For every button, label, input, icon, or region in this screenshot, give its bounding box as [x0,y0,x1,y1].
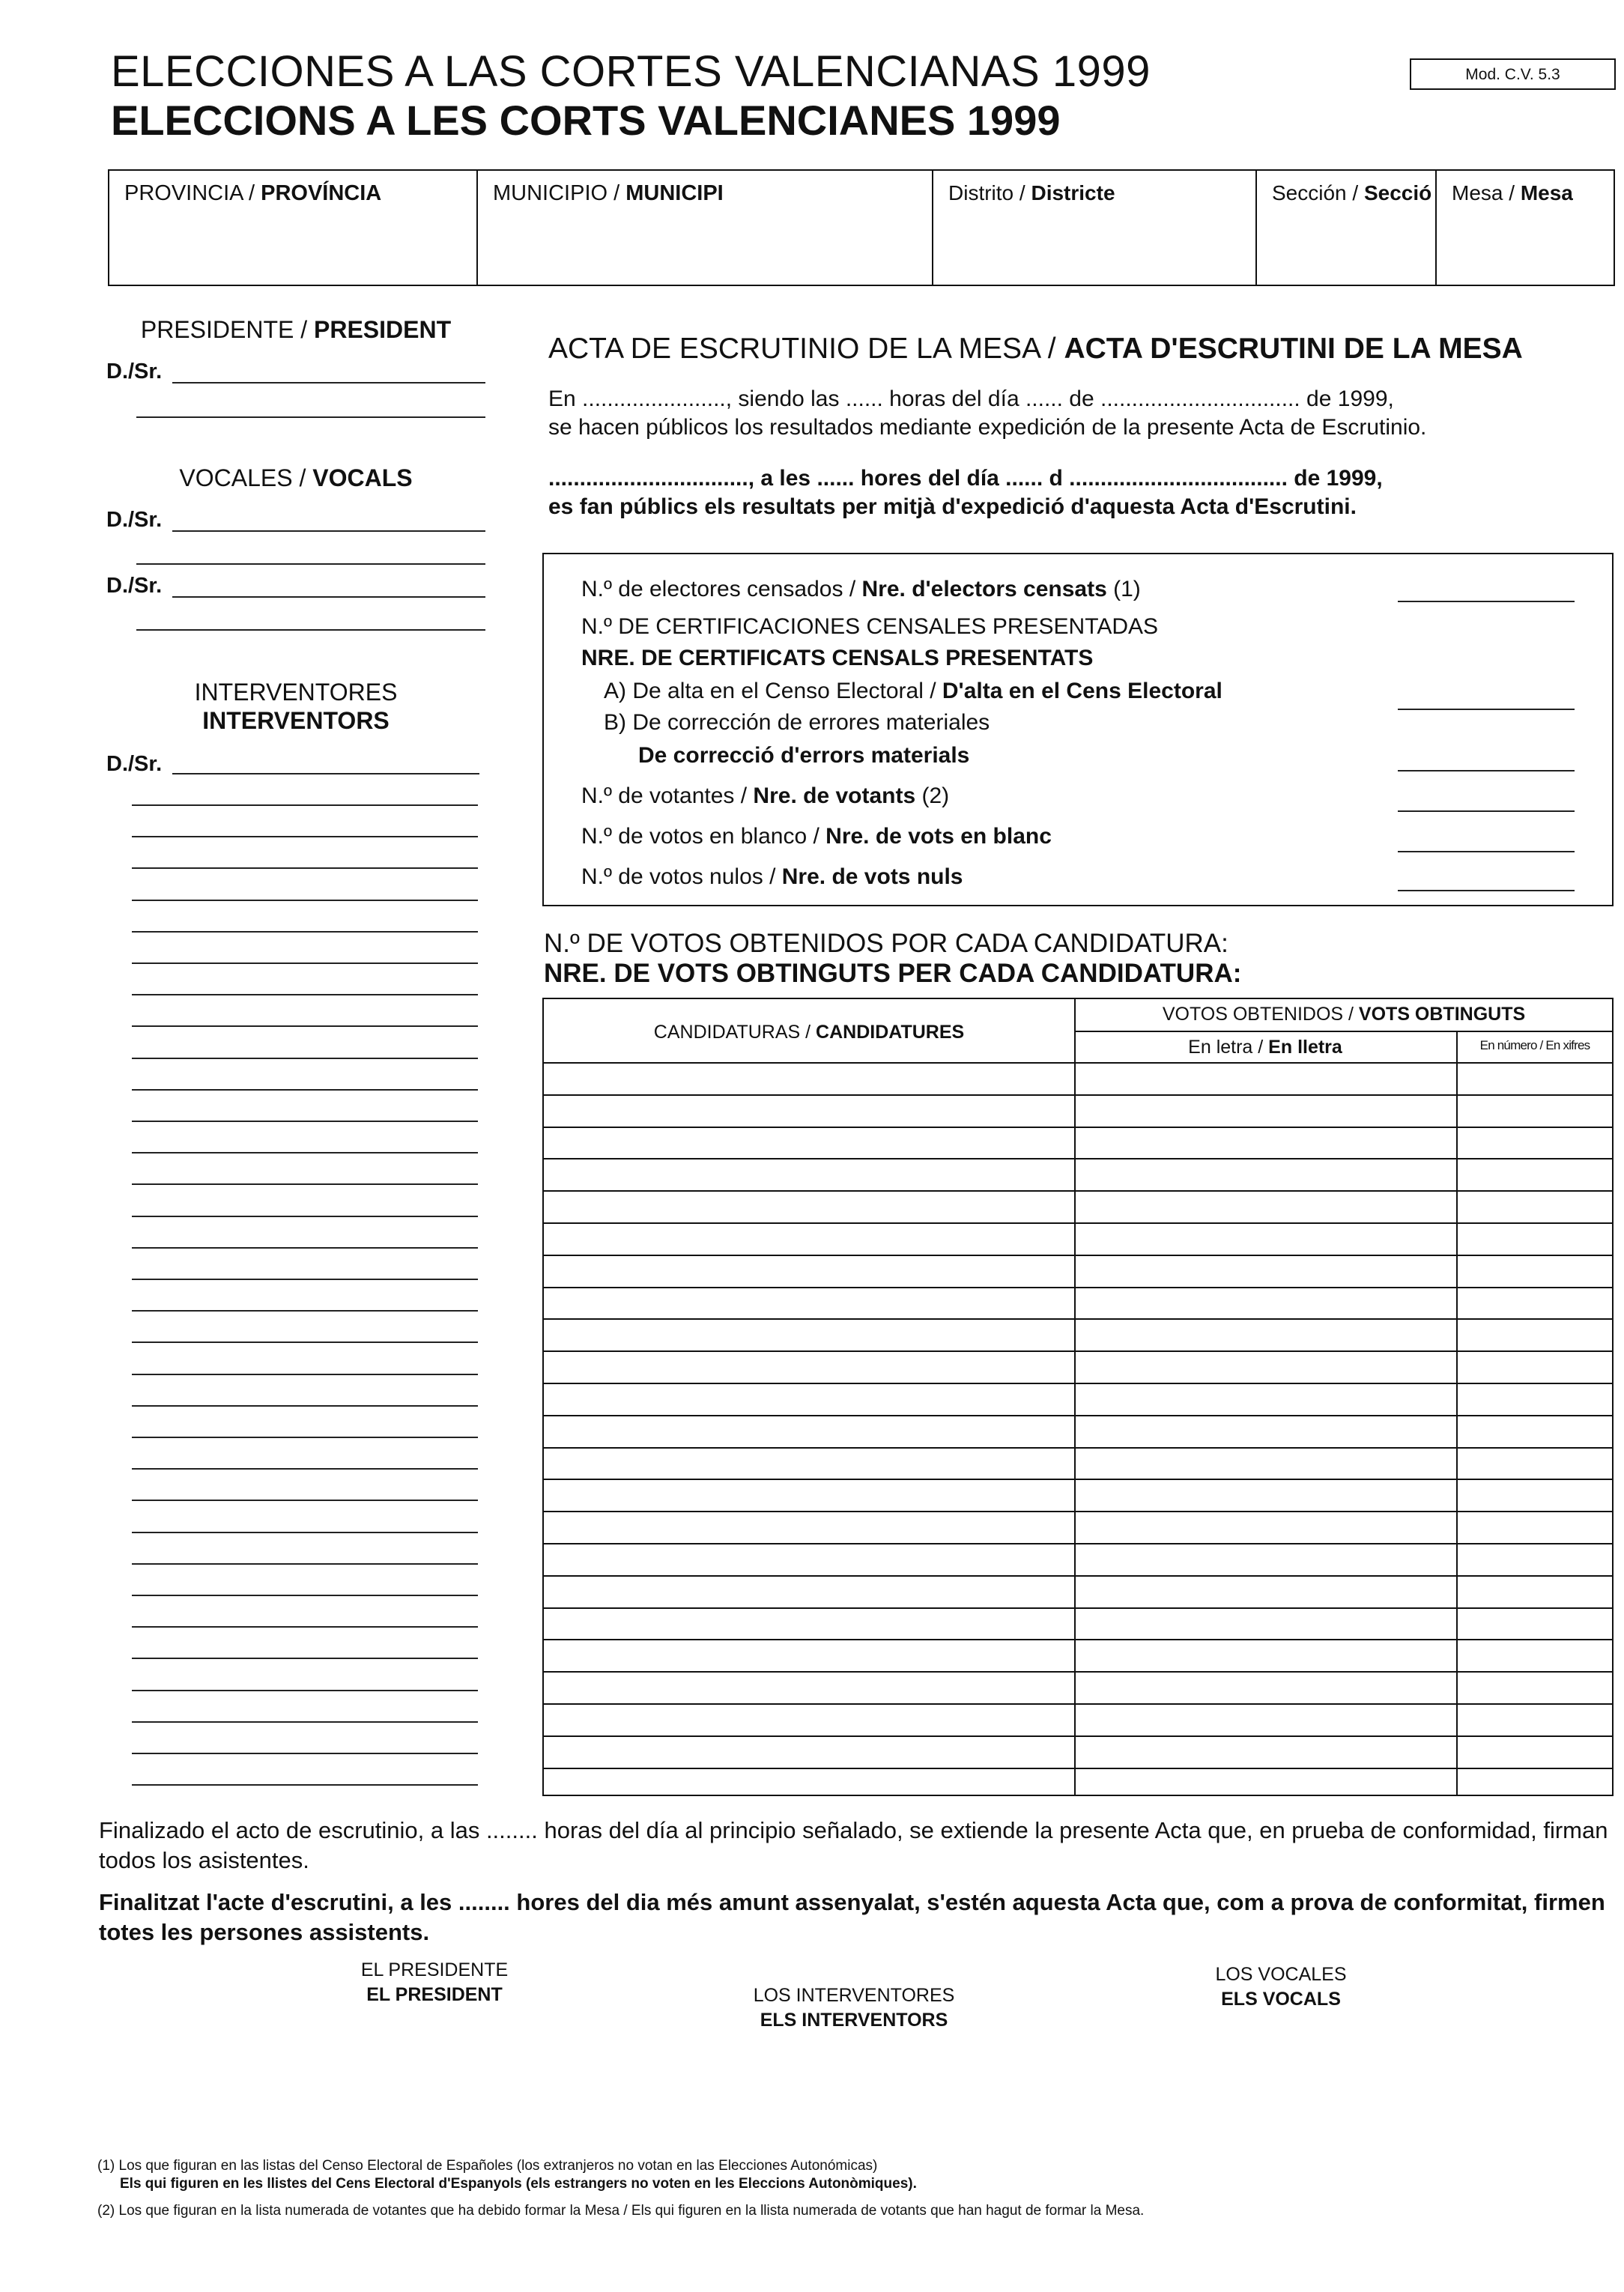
footnote-1-va: Els qui figuren en les llistes del Cens Electoral d'Espanyols (els estrangers no voten en les Eleccions Autonòmiques). [120,2176,917,2192]
table-row[interactable] [544,1447,1612,1449]
model-code-box: Mod. C.V. 5.3 [1410,58,1616,90]
numero-header: En número / En xifres [1479,1038,1590,1052]
acta-line1-es: En ......................., siendo las ...... horas del día ...... de ................................ de 1999, [548,386,1394,411]
table-row[interactable] [544,1768,1612,1769]
table-row[interactable] [544,1671,1612,1673]
signature-interventores-es: LOS INTERVENTORES [753,1985,955,2006]
interventor-name-line[interactable] [132,1152,478,1153]
table-row[interactable] [544,1318,1612,1320]
interventor-name-line[interactable] [132,1626,478,1628]
interventor-name-line[interactable] [132,1310,478,1312]
signature-president-es: EL PRESIDENTE [360,1959,509,1980]
nulos-label: N.º de votos nulos / Nre. de vots nuls [581,864,963,889]
table-row[interactable] [544,1062,1612,1064]
interventor-name-line[interactable] [132,1437,478,1438]
interventor-name-line[interactable] [132,1247,478,1249]
interventor-name-line[interactable] [132,1658,478,1659]
interventor-name-line[interactable] [132,1563,478,1565]
nulos-value-line[interactable] [1398,890,1575,891]
votos-header: VOTOS OBTENIDOS / VOTS OBTINGUTS [1162,1004,1526,1025]
president-name-line[interactable] [172,382,485,383]
table-row[interactable] [544,1735,1612,1737]
votos-heading-es: N.º DE VOTOS OBTENIDOS POR CADA CANDIDATURA: [544,929,1228,958]
interventor-name-line[interactable] [132,1721,478,1723]
municipio-field[interactable] [478,171,933,285]
interventor-name-line[interactable] [132,1089,478,1091]
interventor-name-line[interactable] [132,1279,478,1280]
vocal-2-name-line-2[interactable] [136,629,485,631]
blanco-label: N.º de votos en blanco / Nre. de vots en blanc [581,824,1052,849]
blanco-value-line[interactable] [1398,851,1575,852]
header-split-line [1074,1031,1612,1032]
candidatures-table [542,998,1614,1796]
votantes-label: N.º de votantes / Nre. de votants (2) [581,783,950,808]
signature-interventores[interactable] [704,1983,1004,2033]
interventor-name-line[interactable] [132,804,478,806]
vocal-1-name-line-2[interactable] [136,563,485,565]
electores-label: N.º de electores censados / Nre. d'electors censats (1) [581,577,1141,601]
interventor-name-line[interactable] [132,867,478,869]
acta-line2-es: se hacen públicos los resultados mediante expedición de la presente Acta de Escrutinio. [548,415,1427,440]
interventor-dsr-label: D./Sr. [106,752,163,776]
signature-vocales-es: LOS VOCALES [1215,1964,1347,1985]
table-row[interactable] [544,1190,1612,1192]
acta-line2-va: es fan públics els resultats per mitjà d'expedició d'aquesta Acta d'Escrutini. [548,494,1357,519]
signature-vocales-va: ELS VOCALS [1221,1989,1341,2010]
signature-vocales[interactable] [1131,1962,1431,2012]
mesa-label: Mesa / [1452,181,1521,204]
interventor-name-line[interactable] [132,931,478,933]
interventor-name-line[interactable] [132,1405,478,1407]
table-row[interactable] [544,1255,1612,1256]
seccion-label: Sección / [1272,181,1364,204]
interventor-name-line[interactable] [132,962,478,964]
table-row[interactable] [544,1511,1612,1512]
mesa-label-va: Mesa [1520,181,1573,204]
table-row[interactable] [544,1383,1612,1384]
provincia-label: PROVINCIA / [124,181,261,205]
vocal-1-name-line[interactable] [172,530,485,532]
interventor-name-line[interactable] [132,836,478,837]
correccion-value-line[interactable] [1398,770,1575,771]
counts-box [542,553,1614,906]
interventor-name-line[interactable] [132,1468,478,1470]
interventor-name-line[interactable] [172,773,479,774]
vocal-2-dsr-label: D./Sr. [106,574,163,598]
signature-president-va: EL PRESIDENT [366,1984,503,2005]
closing-text-va: Finalitzat l'acte d'escrutini, a les ........ hores del dia més amunt assenyalat, s'estén aquesta Acta que, com a prova de conformitat, firmen totes les persones assistents. [99,1889,1605,1945]
certificaciones-label: N.º DE CERTIFICACIONES CENSALES PRESENTADAS [581,614,1159,639]
interventores-heading-va: INTERVENTORS [202,707,390,734]
interventor-name-line[interactable] [132,1216,478,1217]
president-dsr-label: D./Sr. [106,360,163,383]
municipio-label: MUNICIPIO / [493,181,626,205]
interventor-name-line[interactable] [132,1183,478,1185]
seccion-label-va: Secció [1363,181,1432,204]
table-row[interactable] [544,1158,1612,1159]
votantes-value-line[interactable] [1398,810,1575,812]
table-row[interactable] [544,1094,1612,1096]
signature-interventores-va: ELS INTERVENTORS [760,2010,948,2031]
signature-president[interactable] [285,1958,584,2007]
interventor-name-line[interactable] [132,1374,478,1375]
col-divider-votos [1074,999,1076,1795]
interventor-name-line[interactable] [132,994,478,995]
table-row[interactable] [544,1127,1612,1128]
president-heading: PRESIDENTE / PRESIDENT [140,316,452,343]
candidaturas-header: CANDIDATURAS / CANDIDATURES [653,1022,965,1043]
vocal-1-dsr-label: D./Sr. [106,508,163,532]
interventor-name-line[interactable] [132,1753,478,1754]
interventor-name-line[interactable] [132,1341,478,1343]
distrito-field[interactable] [933,171,1257,285]
alta-label: A) De alta en el Censo Electoral / D'alta en el Cens Electoral [604,679,1222,703]
votos-heading-va: NRE. DE VOTS OBTINGUTS PER CADA CANDIDATURA: [544,959,1242,988]
table-row[interactable] [544,1575,1612,1577]
president-name-line-2[interactable] [136,416,485,418]
interventor-name-line[interactable] [132,1595,478,1596]
table-row[interactable] [544,1350,1612,1352]
closing-text-es: Finalizado el acto de escrutinio, a las ........ horas del día al principio señalado, se extiende la presente Acta que, en prueba de conformidad, firman todos los asistentes. [99,1817,1608,1873]
correccio-label: De correcció d'errors materials [638,743,970,768]
table-row[interactable] [544,1703,1612,1705]
table-row[interactable] [544,1543,1612,1544]
distrito-label: Distrito / [948,181,1031,204]
interventor-name-line[interactable] [132,1025,478,1027]
footnote-2: (2) Los que figuran en la lista numerada de votantes que ha debido formar la Mesa / Els qui figuren en la llista numerada de votants que han hagut de formar la Mesa. [97,2203,1145,2219]
electores-value-line[interactable] [1398,601,1575,602]
interventores-heading-es: INTERVENTORES [194,679,398,706]
table-row[interactable] [544,1479,1612,1480]
interventor-name-line[interactable] [132,900,478,901]
table-row[interactable] [544,1607,1612,1609]
interventor-name-line[interactable] [132,1784,478,1786]
col-divider-numero [1456,1031,1458,1795]
correccion-label: B) De corrección de errores materiales [604,710,990,735]
distrito-label-va: Districte [1031,181,1115,204]
alta-value-line[interactable] [1398,709,1575,710]
interventor-name-line[interactable] [132,1121,478,1122]
acta-title: ACTA DE ESCRUTINIO DE LA MESA / ACTA D'ESCRUTINI DE LA MESA [548,333,1523,365]
location-box [108,169,1615,286]
interventor-name-line[interactable] [132,1500,478,1501]
vocal-2-name-line[interactable] [172,596,485,598]
title-spanish: ELECCIONES A LAS CORTES VALENCIANAS 1999 [111,47,1151,96]
mesa-field[interactable] [1437,171,1614,285]
provincia-label-va: PROVÍNCIA [261,181,382,205]
provincia-field[interactable] [109,171,478,285]
vocales-heading: VOCALES / VOCALS [179,464,413,491]
interventor-name-line[interactable] [132,1690,478,1691]
interventor-name-line[interactable] [132,1058,478,1059]
table-row[interactable] [544,1639,1612,1640]
seccion-field[interactable] [1257,171,1437,285]
footnote-1-es: (1) Los que figuran en las listas del Censo Electoral de Españoles (los extranjeros no votan en las Elecciones Autonómicas) [97,2158,878,2174]
acta-line1-va: ................................, a les ...... hores del día ...... d ................................... de 1999, [548,466,1383,491]
letra-header: En letra / En lletra [1188,1037,1342,1058]
table-row[interactable] [544,1415,1612,1416]
municipio-label-va: MUNICIPI [625,181,724,205]
title-valencian: ELECCIONS A LES CORTS VALENCIANES 1999 [111,97,1061,144]
table-row[interactable] [544,1287,1612,1288]
interventor-name-line[interactable] [132,1532,478,1533]
certificats-label: NRE. DE CERTIFICATS CENSALS PRESENTATS [581,646,1094,670]
table-row[interactable] [544,1222,1612,1224]
